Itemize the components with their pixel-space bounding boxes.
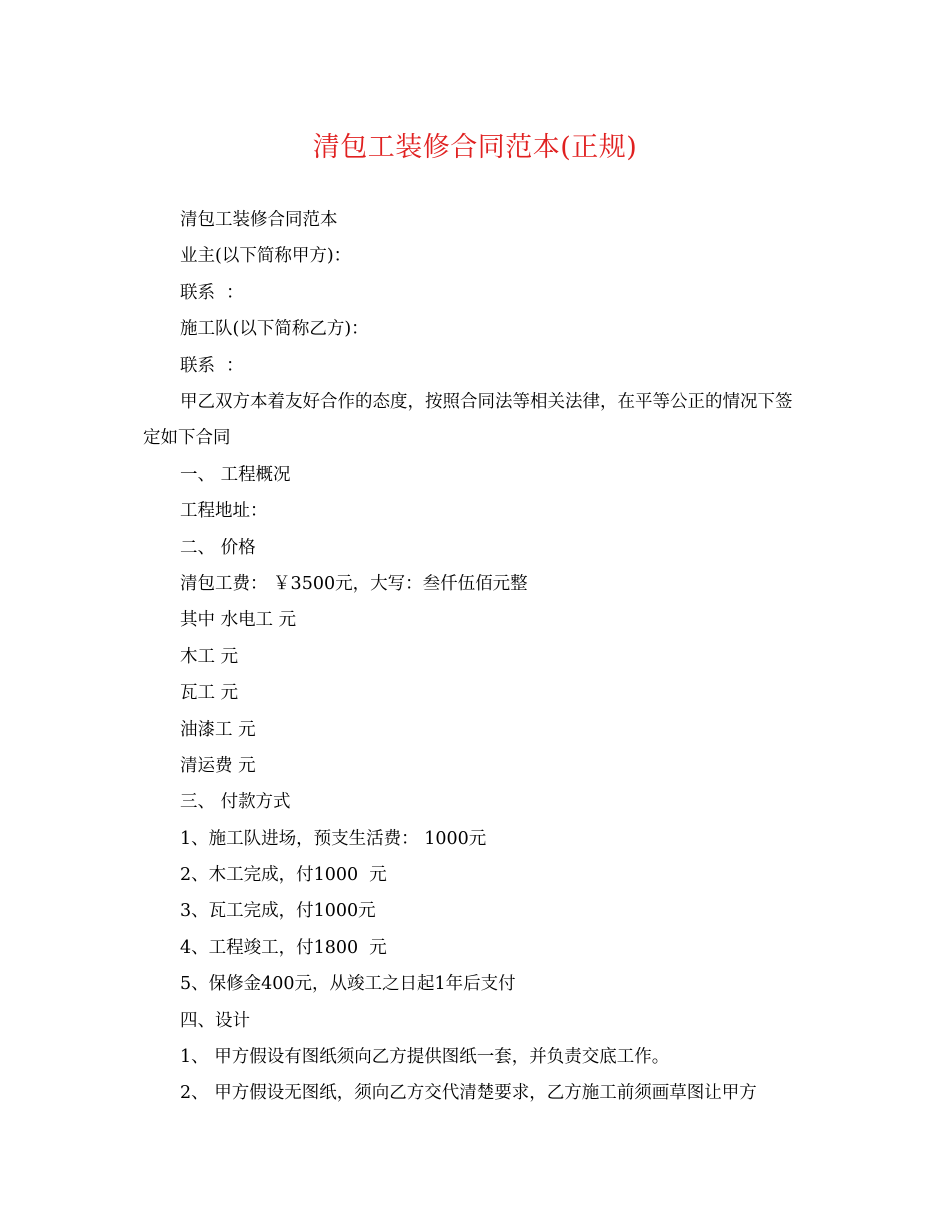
paragraph-line: 3、瓦工完成，付1000元 [180, 901, 376, 922]
paragraph-line: 2、木工完成，付1000 元 [180, 865, 387, 886]
document-title: 清包工装修合同范本(正规) [312, 132, 638, 163]
paragraph-line: 施工队(以下简称乙方)： [180, 319, 369, 340]
paragraph-line: 清包工费： ￥3500元，大写：叁仟伍佰元整 [180, 573, 528, 594]
paragraph-line: 油漆工 元 [180, 719, 256, 740]
paragraph-line: 其中 水电工 元 [180, 610, 297, 631]
paragraph-line: 清包工装修合同范本 [180, 210, 338, 230]
paragraph-line: 5、保修金400元，从竣工之日起1年后支付 [180, 974, 516, 995]
section-heading: 二、 价格 [180, 537, 256, 558]
paragraph-line: 工程地址： [180, 501, 268, 522]
paragraph-line: 联系 ： [180, 355, 244, 376]
paragraph-line: 清运费 元 [180, 755, 256, 776]
document-body [143, 202, 808, 1112]
paragraph-line: 1、施工队进场，预支生活费： 1000元 [180, 828, 487, 849]
paragraph-line: 甲乙双方本着友好合作的态度，按照合同法等相关法律，在平等公正的情况下签定如下合同 [143, 391, 793, 449]
paragraph-line: 瓦工 元 [180, 683, 239, 704]
paragraph-line: 木工 元 [180, 646, 239, 667]
section-heading: 四、设计 [180, 1010, 250, 1031]
paragraph-line: 2、 甲方假设无图纸，须向乙方交代清楚要求，乙方施工前须画草图让甲方 [180, 1083, 757, 1104]
paragraph-line: 业主(以下简称甲方)： [180, 246, 352, 267]
paragraph-line: 联系 ： [180, 282, 244, 303]
paragraph-line: 1、 甲方假设有图纸须向乙方提供图纸一套，并负责交底工作。 [180, 1047, 670, 1068]
paragraph-line: 4、工程竣工，付1800 元 [180, 937, 387, 958]
section-heading: 三、 付款方式 [180, 792, 291, 813]
section-heading: 一、 工程概况 [180, 464, 291, 485]
